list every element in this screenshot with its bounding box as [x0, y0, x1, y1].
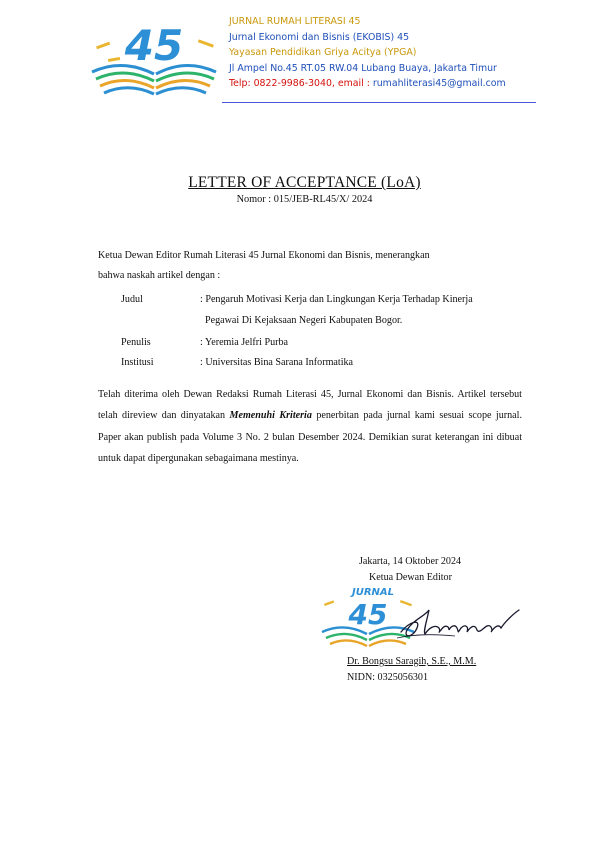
letter-title: LETTER OF ACCEPTANCE (LoA): [188, 174, 421, 191]
signatory-name: Dr. Bongsu Saragih, S.E., M.M.: [347, 656, 477, 667]
letterhead-contact: [229, 76, 559, 92]
place-date: Jakarta, 14 Oktober 2024: [359, 556, 462, 567]
intro-line-1: Ketua Dewan Editor Rumah Literasi 45 Jurnal Ekonomi dan Bisnis, menerangkan: [98, 250, 430, 261]
penulis-value: : Yeremia Jelfri Purba: [200, 337, 289, 348]
acceptance-emphasis: Memenuhi Kriteria: [229, 410, 312, 422]
letterhead-address: Jl Ampel No.45 RT.05 RW.04 Lubang Buaya, Jakarta Timur: [229, 62, 497, 74]
judul-value: : Pengaruh Motivasi Kerja dan Lingkungan Kerja Terhadap Kinerja: [200, 294, 473, 305]
letterhead-phone: Telp: 0822-9986-3040,: [229, 78, 335, 90]
acceptance-text-2: penerbitan pada jurnal kami sesuai scope jurnal. Paper akan publish pada Volume 3 No. 2 bulan Desember 2024. Demikian surat keterangan ini dibuat untuk dapat dipergunakan sebagaimana mestinya.: [98, 410, 522, 465]
letterhead-journal-name: JURNAL RUMAH LITERASI 45: [229, 16, 361, 27]
signatory-nidn: NIDN: 0325056301: [347, 672, 429, 683]
penulis-label: Penulis: [121, 337, 151, 348]
logo-number: 45: [124, 21, 184, 70]
letterhead-email[interactable]: rumahliterasi45@gmail.com: [372, 78, 506, 90]
signatory-role: Ketua Dewan Editor: [369, 572, 452, 583]
handwritten-signature: [395, 598, 525, 646]
letterhead: [229, 14, 559, 92]
header-divider: [222, 102, 536, 103]
stamp-label: JURNAL: [352, 587, 395, 598]
stamp-number: 45: [348, 598, 388, 631]
institusi-label: Institusi: [121, 357, 154, 368]
journal-logo: [86, 12, 224, 98]
letter-number: Nomor : 015/JEB-RL45/X/ 2024: [236, 194, 373, 205]
intro-line-2: bahwa naskah artikel dengan :: [98, 270, 221, 281]
judul-value-continued: Pegawai Di Kejaksaan Negeri Kabupaten Bogor.: [205, 315, 403, 326]
institusi-value: : Universitas Bina Sarana Informatika: [200, 357, 354, 368]
acceptance-paragraph: [98, 384, 522, 470]
letterhead-subtitle: Jurnal Ekonomi dan Bisnis (EKOBIS) 45: [229, 31, 410, 43]
judul-label: Judul: [121, 294, 143, 305]
letterhead-email-label: email :: [337, 78, 370, 90]
letterhead-foundation: Yayasan Pendidikan Griya Acitya (YPGA): [229, 47, 417, 59]
acceptance-text-1: Telah diterima oleh Dewan Redaksi Rumah Literasi 45, Jurnal Ekonomi dan Bisnis. Artikel tersebut telah direview dan dinyatakan: [98, 389, 522, 422]
